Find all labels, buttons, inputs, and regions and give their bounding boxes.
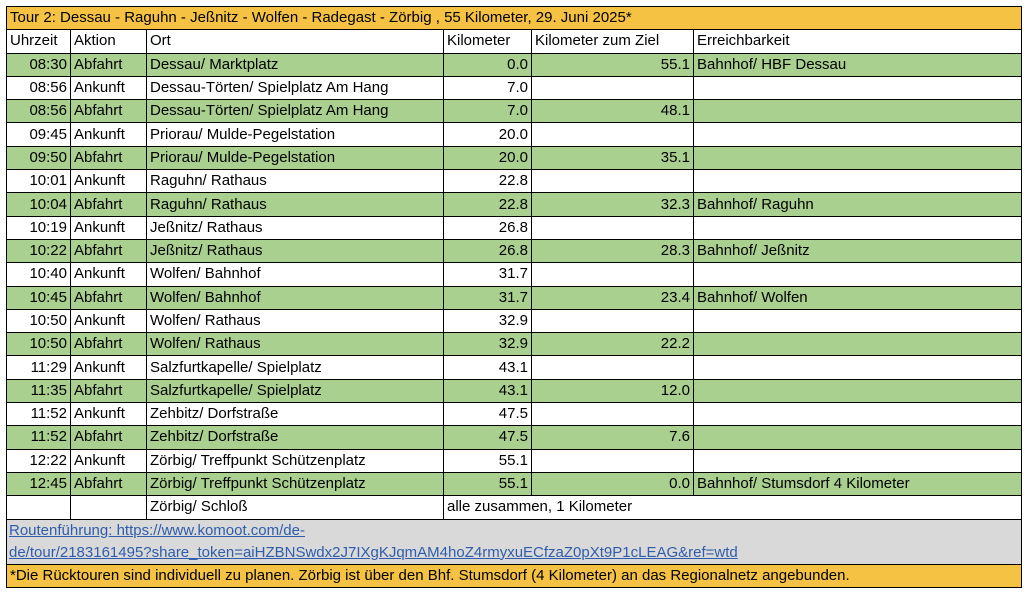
table-row <box>7 239 1022 262</box>
table-row <box>7 403 1022 426</box>
spreadsheet <box>6 6 1021 588</box>
cell-erreichbarkeit[interactable] <box>694 170 1022 193</box>
cell-kilometer[interactable]: 20.0 <box>444 123 532 146</box>
cell-aktion[interactable]: Abfahrt <box>71 193 147 216</box>
cell-ort[interactable]: Raguhn/ Rathaus <box>147 193 444 216</box>
cell-erreichbarkeit[interactable] <box>694 123 1022 146</box>
cell-erreichbarkeit[interactable] <box>694 216 1022 239</box>
cell-ort[interactable]: Zörbig/ Treffpunkt Schützenplatz <box>147 449 444 472</box>
cell-uhrzeit[interactable]: 10:50 <box>7 309 71 332</box>
cell-ort[interactable]: Salzfurtkapelle/ Spielplatz <box>147 356 444 379</box>
header-kilometer-zum-ziel[interactable]: Kilometer zum Ziel <box>532 30 694 53</box>
table-row <box>7 379 1022 402</box>
cell-uhrzeit[interactable]: 10:45 <box>7 286 71 309</box>
cell-aktion[interactable]: Abfahrt <box>71 286 147 309</box>
cell-kilometer[interactable]: 0.0 <box>444 53 532 76</box>
cell-aktion[interactable]: Ankunft <box>71 216 147 239</box>
route-link-line2: de/tour/2183161495?share_token=aiHZBNSwdx2J7IXgKJqmAM4hoZ4rmyxuECfzaZ0pXt9P1cLEAG&ref=wtd <box>9 543 738 561</box>
cell-ort[interactable]: Priorau/ Mulde-Pegelstation <box>147 123 444 146</box>
cell-kilometer-zum-ziel[interactable] <box>532 356 694 379</box>
cell-erreichbarkeit[interactable]: Bahnhof/ HBF Dessau <box>694 53 1022 76</box>
route-row <box>7 519 1022 564</box>
cell-aktion[interactable]: Ankunft <box>71 123 147 146</box>
table-row <box>7 76 1022 99</box>
route-link-line1: Routenführung: https://www.komoot.com/de- <box>9 521 305 539</box>
cell-ort[interactable]: Wolfen/ Bahnhof <box>147 263 444 286</box>
cell-kilometer[interactable]: 47.5 <box>444 403 532 426</box>
header-ort[interactable]: Ort <box>147 30 444 53</box>
cell-kilometer-zum-ziel[interactable] <box>532 170 694 193</box>
cell-uhrzeit[interactable]: 10:40 <box>7 263 71 286</box>
table-row <box>7 356 1022 379</box>
cell-erreichbarkeit[interactable] <box>694 333 1022 356</box>
cell-ort[interactable]: Wolfen/ Rathaus <box>147 333 444 356</box>
cell-uhrzeit[interactable]: 11:29 <box>7 356 71 379</box>
cell-kilometer[interactable]: 7.0 <box>444 76 532 99</box>
cell-kilometer[interactable]: 7.0 <box>444 100 532 123</box>
cell-ort[interactable]: Wolfen/ Bahnhof <box>147 286 444 309</box>
table-row <box>7 123 1022 146</box>
cell-kilometer-zum-ziel[interactable]: 28.3 <box>532 239 694 262</box>
table-row <box>7 263 1022 286</box>
cell-kilometer[interactable]: 55.1 <box>444 449 532 472</box>
table-row <box>7 286 1022 309</box>
cell-uhrzeit[interactable]: 08:56 <box>7 100 71 123</box>
cell-aktion[interactable]: Abfahrt <box>71 146 147 169</box>
cell-uhrzeit[interactable]: 10:50 <box>7 333 71 356</box>
cell-ort[interactable]: Zörbig/ Schloß <box>147 496 444 519</box>
cell-aktion[interactable] <box>71 496 147 519</box>
cell-kilometer-zum-ziel[interactable] <box>532 263 694 286</box>
cell-ort[interactable]: Zörbig/ Treffpunkt Schützenplatz <box>147 472 444 495</box>
cell-erreichbarkeit[interactable] <box>694 379 1022 402</box>
cell-kilometer-zum-ziel[interactable] <box>532 449 694 472</box>
footer-row <box>7 564 1022 587</box>
cell-kilometer[interactable]: 47.5 <box>444 426 532 449</box>
cell-kilometer-zum-ziel[interactable] <box>532 403 694 426</box>
tour-title[interactable]: Tour 2: Dessau - Raguhn - Jeßnitz - Wolfen - Radegast - Zörbig , 55 Kilometer, 29. Juni 2025* <box>7 7 1022 30</box>
cell-aktion[interactable]: Abfahrt <box>71 333 147 356</box>
table-row <box>7 216 1022 239</box>
cell-kilometer-zum-ziel[interactable]: 0.0 <box>532 472 694 495</box>
cell-kilometer[interactable]: 26.8 <box>444 239 532 262</box>
table-row <box>7 100 1022 123</box>
cell-kilometer-zum-ziel[interactable]: 7.6 <box>532 426 694 449</box>
cell-kilometer[interactable]: 26.8 <box>444 216 532 239</box>
cell-erreichbarkeit[interactable] <box>694 309 1022 332</box>
cell-note[interactable]: alle zusammen, 1 Kilometer <box>444 496 1022 519</box>
cell-ort[interactable]: Dessau/ Marktplatz <box>147 53 444 76</box>
cell-kilometer-zum-ziel[interactable]: 32.3 <box>532 193 694 216</box>
cell-uhrzeit[interactable]: 08:56 <box>7 76 71 99</box>
cell-erreichbarkeit[interactable] <box>694 356 1022 379</box>
cell-ort[interactable]: Priorau/ Mulde-Pegelstation <box>147 146 444 169</box>
cell-kilometer[interactable]: 22.8 <box>444 170 532 193</box>
route-cell[interactable] <box>7 519 1022 564</box>
table-row <box>7 309 1022 332</box>
cell-uhrzeit[interactable]: 08:30 <box>7 53 71 76</box>
cell-kilometer[interactable]: 22.8 <box>444 193 532 216</box>
cell-uhrzeit[interactable]: 10:04 <box>7 193 71 216</box>
cell-kilometer[interactable]: 32.9 <box>444 333 532 356</box>
cell-ort[interactable]: Salzfurtkapelle/ Spielplatz <box>147 379 444 402</box>
cell-erreichbarkeit[interactable] <box>694 403 1022 426</box>
cell-erreichbarkeit[interactable] <box>694 263 1022 286</box>
cell-uhrzeit[interactable]: 10:01 <box>7 170 71 193</box>
header-row <box>7 30 1022 53</box>
cell-kilometer-zum-ziel[interactable] <box>532 309 694 332</box>
table-row <box>7 426 1022 449</box>
cell-kilometer-zum-ziel[interactable]: 35.1 <box>532 146 694 169</box>
cell-kilometer[interactable]: 31.7 <box>444 263 532 286</box>
cell-kilometer[interactable]: 32.9 <box>444 309 532 332</box>
cell-uhrzeit[interactable]: 12:22 <box>7 449 71 472</box>
cell-ort[interactable]: Wolfen/ Rathaus <box>147 309 444 332</box>
cell-ort[interactable]: Zehbitz/ Dorfstraße <box>147 403 444 426</box>
cell-ort[interactable]: Jeßnitz/ Rathaus <box>147 216 444 239</box>
tour-table <box>6 6 1022 588</box>
cell-aktion[interactable]: Abfahrt <box>71 53 147 76</box>
cell-kilometer-zum-ziel[interactable] <box>532 76 694 99</box>
header-uhrzeit[interactable]: Uhrzeit <box>7 30 71 53</box>
cell-erreichbarkeit[interactable]: Bahnhof/ Wolfen <box>694 286 1022 309</box>
cell-kilometer-zum-ziel[interactable] <box>532 123 694 146</box>
cell-aktion[interactable]: Abfahrt <box>71 100 147 123</box>
cell-aktion[interactable]: Ankunft <box>71 356 147 379</box>
cell-erreichbarkeit[interactable] <box>694 76 1022 99</box>
cell-kilometer[interactable]: 31.7 <box>444 286 532 309</box>
cell-kilometer[interactable]: 43.1 <box>444 379 532 402</box>
cell-uhrzeit[interactable]: 12:45 <box>7 472 71 495</box>
table-row <box>7 333 1022 356</box>
cell-ort[interactable]: Jeßnitz/ Rathaus <box>147 239 444 262</box>
cell-ort[interactable]: Dessau-Törten/ Spielplatz Am Hang <box>147 76 444 99</box>
cell-kilometer[interactable]: 43.1 <box>444 356 532 379</box>
cell-aktion[interactable]: Ankunft <box>71 263 147 286</box>
cell-aktion[interactable]: Ankunft <box>71 309 147 332</box>
table-row <box>7 472 1022 495</box>
cell-uhrzeit[interactable]: 09:45 <box>7 123 71 146</box>
header-erreichbarkeit[interactable]: Erreichbarkeit <box>694 30 1022 53</box>
cell-ort[interactable]: Raguhn/ Rathaus <box>147 170 444 193</box>
cell-kilometer-zum-ziel[interactable]: 23.4 <box>532 286 694 309</box>
footer-note[interactable]: *Die Rücktouren sind individuell zu planen. Zörbig ist über den Bhf. Stumsdorf (4 Kilometer) an das Regionalnetz angebunden. <box>7 564 1022 587</box>
cell-kilometer-zum-ziel[interactable]: 48.1 <box>532 100 694 123</box>
cell-aktion[interactable]: Abfahrt <box>71 472 147 495</box>
cell-uhrzeit[interactable]: 11:35 <box>7 379 71 402</box>
cell-ort[interactable]: Zehbitz/ Dorfstraße <box>147 426 444 449</box>
cell-erreichbarkeit[interactable]: Bahnhof/ Raguhn <box>694 193 1022 216</box>
cell-aktion[interactable]: Ankunft <box>71 449 147 472</box>
cell-kilometer-zum-ziel[interactable]: 55.1 <box>532 53 694 76</box>
table-row <box>7 193 1022 216</box>
cell-uhrzeit[interactable] <box>7 496 71 519</box>
cell-aktion[interactable]: Abfahrt <box>71 426 147 449</box>
cell-erreichbarkeit[interactable] <box>694 146 1022 169</box>
table-row <box>7 53 1022 76</box>
cell-uhrzeit[interactable]: 11:52 <box>7 426 71 449</box>
title-row <box>7 7 1022 30</box>
cell-uhrzeit[interactable]: 11:52 <box>7 403 71 426</box>
cell-uhrzeit[interactable]: 09:50 <box>7 146 71 169</box>
header-kilometer[interactable]: Kilometer <box>444 30 532 53</box>
cell-aktion[interactable]: Ankunft <box>71 170 147 193</box>
cell-kilometer-zum-ziel[interactable]: 12.0 <box>532 379 694 402</box>
table-row <box>7 146 1022 169</box>
cell-uhrzeit[interactable]: 10:19 <box>7 216 71 239</box>
cell-ort[interactable]: Dessau-Törten/ Spielplatz Am Hang <box>147 100 444 123</box>
table-row <box>7 170 1022 193</box>
cell-aktion[interactable]: Ankunft <box>71 76 147 99</box>
cell-aktion[interactable]: Abfahrt <box>71 379 147 402</box>
route-link[interactable] <box>9 522 738 561</box>
cell-aktion[interactable]: Abfahrt <box>71 239 147 262</box>
cell-erreichbarkeit[interactable] <box>694 100 1022 123</box>
cell-kilometer-zum-ziel[interactable]: 22.2 <box>532 333 694 356</box>
table-row <box>7 449 1022 472</box>
cell-uhrzeit[interactable]: 10:22 <box>7 239 71 262</box>
cell-kilometer[interactable]: 20.0 <box>444 146 532 169</box>
cell-erreichbarkeit[interactable]: Bahnhof/ Jeßnitz <box>694 239 1022 262</box>
header-aktion[interactable]: Aktion <box>71 30 147 53</box>
cell-erreichbarkeit[interactable] <box>694 426 1022 449</box>
cell-erreichbarkeit[interactable]: Bahnhof/ Stumsdorf 4 Kilometer <box>694 472 1022 495</box>
cell-kilometer-zum-ziel[interactable] <box>532 216 694 239</box>
cell-kilometer[interactable]: 55.1 <box>444 472 532 495</box>
cell-aktion[interactable]: Ankunft <box>71 403 147 426</box>
cell-erreichbarkeit[interactable] <box>694 449 1022 472</box>
table-row <box>7 496 1022 519</box>
